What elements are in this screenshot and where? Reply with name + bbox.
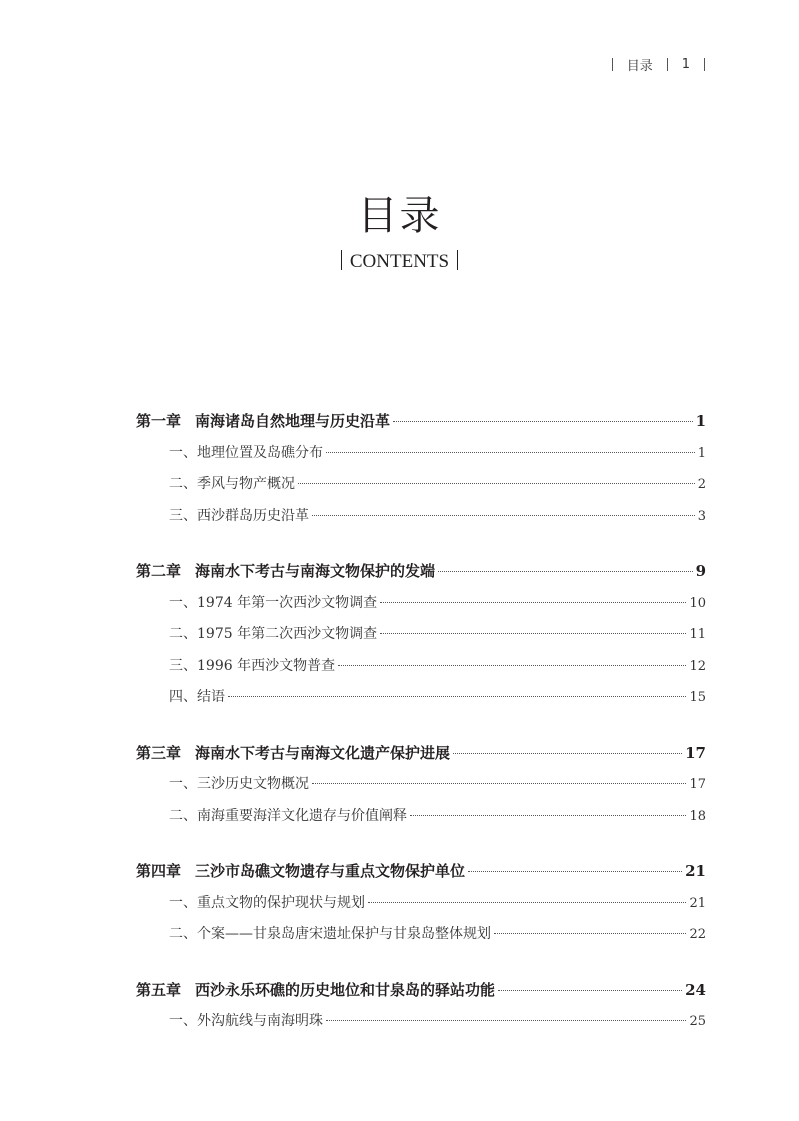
dot-leader [368, 901, 686, 903]
dot-leader [494, 932, 686, 934]
header-page-number: 1 [681, 56, 690, 72]
chapter-title: 三沙市岛礁文物遗存与重点文物保护单位 [195, 862, 466, 880]
section-title: 一、重点文物的保护现状与规划 [169, 894, 365, 911]
section-title: 二、个案——甘泉岛唐宋遗址保护与甘泉岛整体规划 [169, 926, 491, 942]
dot-leader [393, 420, 693, 422]
toc-section-entry[interactable] [136, 469, 706, 501]
dot-leader [312, 782, 686, 784]
chapter-number: 第四章 [136, 862, 182, 880]
section-title: 一、地理位置及岛礁分布 [169, 444, 323, 461]
dot-leader [338, 664, 686, 666]
dot-leader [498, 989, 682, 991]
section-page-number: 25 [689, 1014, 706, 1029]
section-title: 二、季风与物产概况 [169, 476, 295, 492]
chapter-label [136, 406, 390, 438]
section-page-number: 21 [689, 895, 706, 911]
section-page-number: 10 [689, 595, 706, 611]
section-title: 二、南海重要海洋文化遗存与价值阐释 [169, 807, 407, 824]
header-divider [704, 58, 705, 71]
chapter-label [136, 856, 465, 888]
page-subtitle-wrapper [0, 248, 799, 276]
chapter-label [136, 556, 435, 588]
section-title: 一、三沙历史文物概况 [169, 776, 309, 792]
toc-section-entry[interactable] [136, 919, 706, 951]
toc-chapter-entry[interactable] [136, 856, 706, 888]
page-title: 目录 [357, 193, 442, 239]
section-page-number: 18 [689, 808, 706, 824]
toc-chapter-entry[interactable] [136, 738, 706, 770]
chapter-page-number: 21 [685, 862, 706, 880]
section-title: 三、1996 年西沙文物普查 [169, 657, 336, 674]
page-subtitle: CONTENTS [349, 251, 450, 272]
toc-section-entry[interactable] [136, 501, 706, 533]
dot-leader [298, 482, 695, 484]
toc-section-entry[interactable] [136, 769, 706, 801]
table-of-contents [136, 406, 706, 1038]
chapter-number: 第一章 [136, 412, 182, 430]
chapter-title: 南海诸岛自然地理与历史沿革 [195, 412, 391, 430]
chapter-label [136, 738, 450, 770]
section-page-number: 3 [697, 508, 706, 524]
section-page-number: 11 [689, 627, 706, 642]
chapter-title: 海南水下考古与南海文物保护的发端 [195, 562, 436, 580]
toc-chapter-entry[interactable] [136, 556, 706, 588]
section-title: 一、外沟航线与南海明珠 [169, 1013, 323, 1029]
chapter-page-number: 24 [685, 980, 706, 999]
dot-leader [228, 695, 686, 697]
chapter-page-number: 9 [695, 562, 706, 580]
toc-section-entry[interactable] [136, 619, 706, 651]
dot-leader [326, 1019, 686, 1021]
header-divider [612, 58, 613, 71]
section-title: 二、1975 年第二次西沙文物调查 [169, 626, 378, 642]
dot-leader [468, 870, 682, 872]
section-title: 一、1974 年第一次西沙文物调查 [169, 594, 378, 611]
dot-leader [410, 814, 686, 816]
section-title: 三、西沙群岛历史沿革 [169, 507, 309, 524]
dot-leader [380, 601, 686, 603]
section-page-number: 17 [689, 777, 706, 792]
dot-leader [312, 514, 695, 516]
toc-section-entry[interactable] [136, 651, 706, 683]
header-divider [667, 58, 668, 71]
toc-chapter-entry[interactable] [136, 975, 706, 1007]
toc-section-entry[interactable] [136, 588, 706, 620]
chapter-title: 西沙永乐环礁的历史地位和甘泉岛的驿站功能 [195, 980, 496, 999]
section-page-number: 22 [689, 927, 706, 942]
chapter-page-number: 1 [695, 412, 706, 430]
toc-section-entry[interactable] [136, 1006, 706, 1038]
section-page-number: 15 [689, 690, 706, 705]
section-page-number: 12 [689, 658, 706, 674]
subtitle-bar-right [457, 250, 458, 270]
dot-leader [380, 632, 686, 634]
chapter-number: 第三章 [136, 743, 182, 762]
toc-section-entry[interactable] [136, 682, 706, 714]
section-page-number: 2 [697, 477, 706, 492]
running-header [612, 56, 705, 72]
chapter-page-number: 17 [685, 743, 706, 762]
chapter-number: 第二章 [136, 562, 182, 580]
header-section-label: 目录 [626, 58, 653, 74]
chapter-label [136, 975, 495, 1007]
dot-leader [453, 752, 682, 754]
toc-section-entry[interactable] [136, 438, 706, 470]
subtitle-bar-left [341, 250, 342, 270]
section-title: 四、结语 [169, 689, 225, 705]
chapter-number: 第五章 [136, 980, 182, 999]
dot-leader [326, 451, 695, 453]
toc-section-entry[interactable] [136, 801, 706, 833]
dot-leader [438, 570, 693, 572]
toc-chapter-entry[interactable] [136, 406, 706, 438]
section-page-number: 1 [697, 445, 706, 461]
toc-section-entry[interactable] [136, 888, 706, 920]
chapter-title: 海南水下考古与南海文化遗产保护进展 [195, 743, 451, 762]
